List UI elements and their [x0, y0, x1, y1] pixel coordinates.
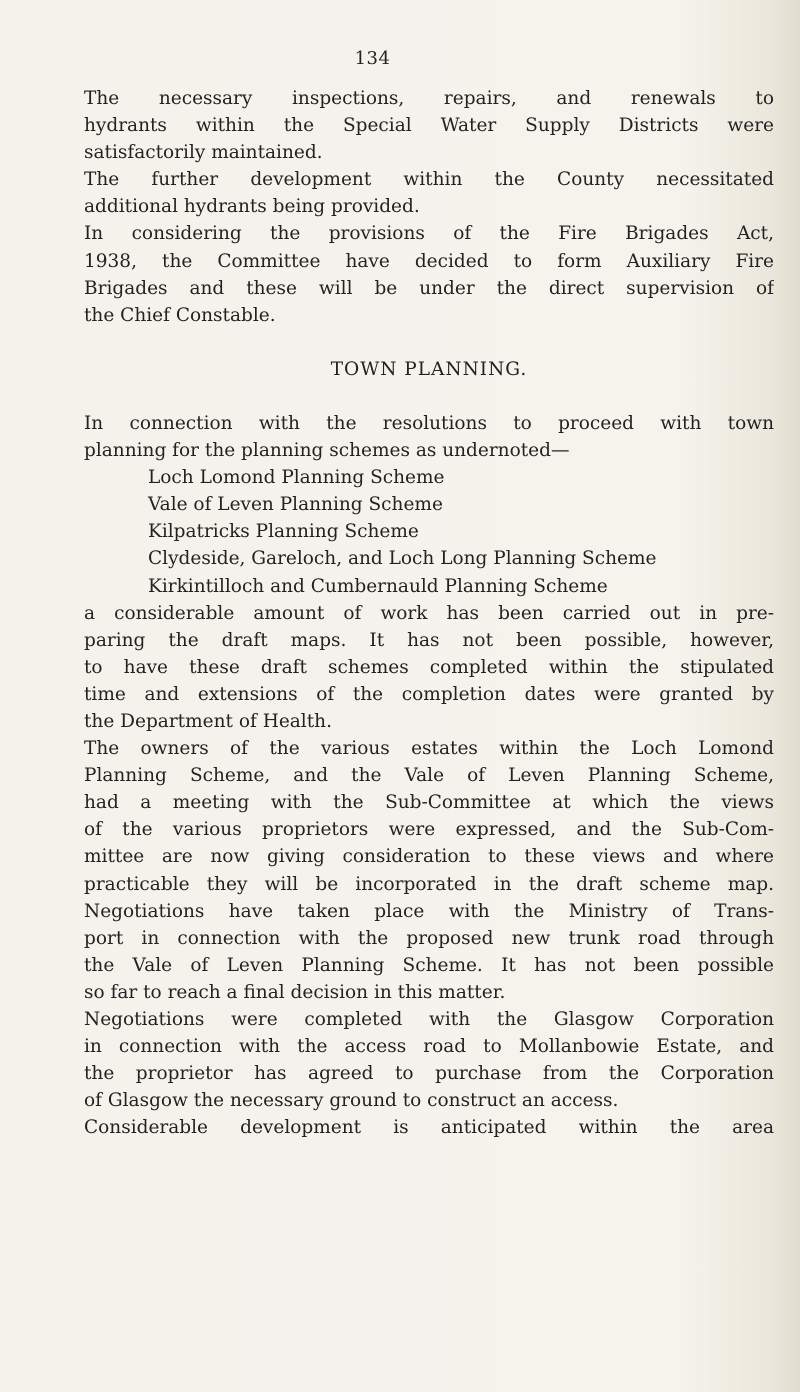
text-line: planning for the planning schemes as undernoted— — [84, 440, 570, 462]
text-line: Planning Scheme, and the Vale of Leven Planning Scheme, — [84, 765, 774, 787]
text-line: mittee are now giving consideration to these views and where — [84, 846, 774, 868]
paragraph-block-1 — [84, 85, 774, 329]
scheme-item: Kirkintilloch and Cumbernauld Planning Scheme — [148, 575, 608, 597]
text-line: port in connection with the proposed new trunk road through — [84, 927, 774, 949]
scheme-item: Vale of Leven Planning Scheme — [148, 494, 443, 516]
text-line: the Department of Health. — [84, 710, 332, 732]
text-line: In connection with the resolutions to proceed with town — [84, 412, 774, 434]
page-number: 134 — [354, 48, 391, 69]
text-line: the proprietor has agreed to purchase from the Corporation — [84, 1063, 774, 1085]
text-line: paring the draft maps. It has not been possible, however, — [84, 629, 774, 651]
scheme-item: Clydeside, Gareloch, and Loch Long Planning Scheme — [148, 548, 657, 570]
text-line: hydrants within the Special Water Supply Districts were — [84, 115, 774, 137]
text-line: of the various proprietors were expressed, and the Sub-Com- — [84, 819, 774, 841]
text-line: Considerable development is anticipated within the area — [84, 1117, 774, 1139]
scheme-item: Kilpatricks Planning Scheme — [148, 521, 419, 543]
text-line: In considering the provisions of the Fire Brigades Act, — [84, 223, 774, 245]
scheme-item: Loch Lomond Planning Scheme — [148, 467, 445, 489]
text-line: the Chief Constable. — [84, 304, 276, 326]
text-line: of Glasgow the necessary ground to construct an access. — [84, 1090, 619, 1112]
text-line: The further development within the County necessitated — [84, 169, 774, 191]
text-line: The necessary inspections, repairs, and renewals to — [84, 88, 774, 109]
text-line: Negotiations have taken place with the Ministry of Trans- — [84, 900, 774, 922]
text-line: 1938, the Committee have decided to form Auxiliary Fire — [84, 250, 774, 272]
text-line: so far to reach a final decision in this matter. — [84, 981, 506, 1003]
text-line: the Vale of Leven Planning Scheme. It has not been possible — [84, 954, 774, 976]
paragraph-block-3 — [84, 600, 774, 1142]
section-heading: TOWN PLANNING. — [330, 358, 528, 380]
scheme-list — [84, 464, 774, 599]
text-line: to have these draft schemes completed within the stipulated — [84, 656, 774, 678]
paragraph-block-2 — [84, 410, 774, 464]
text-line: additional hydrants being provided. — [84, 196, 420, 218]
text-line: Brigades and these will be under the direct supervision of — [84, 277, 774, 299]
text-line: Negotiations were completed with the Glasgow Corporation — [84, 1009, 774, 1030]
text-line: in connection with the access road to Mollanbowie Estate, and — [84, 1036, 774, 1058]
text-line: a considerable amount of work has been carried out in pre- — [84, 602, 774, 624]
text-line: satisfactorily maintained. — [84, 142, 323, 164]
text-line: had a meeting with the Sub-Committee at which the views — [84, 792, 774, 814]
text-line: practicable they will be incorporated in the draft scheme map. — [84, 873, 774, 895]
text-line: The owners of the various estates within the Loch Lomond — [84, 738, 774, 760]
text-line: time and extensions of the completion dates were granted by — [84, 683, 774, 705]
body-text — [84, 85, 774, 1141]
